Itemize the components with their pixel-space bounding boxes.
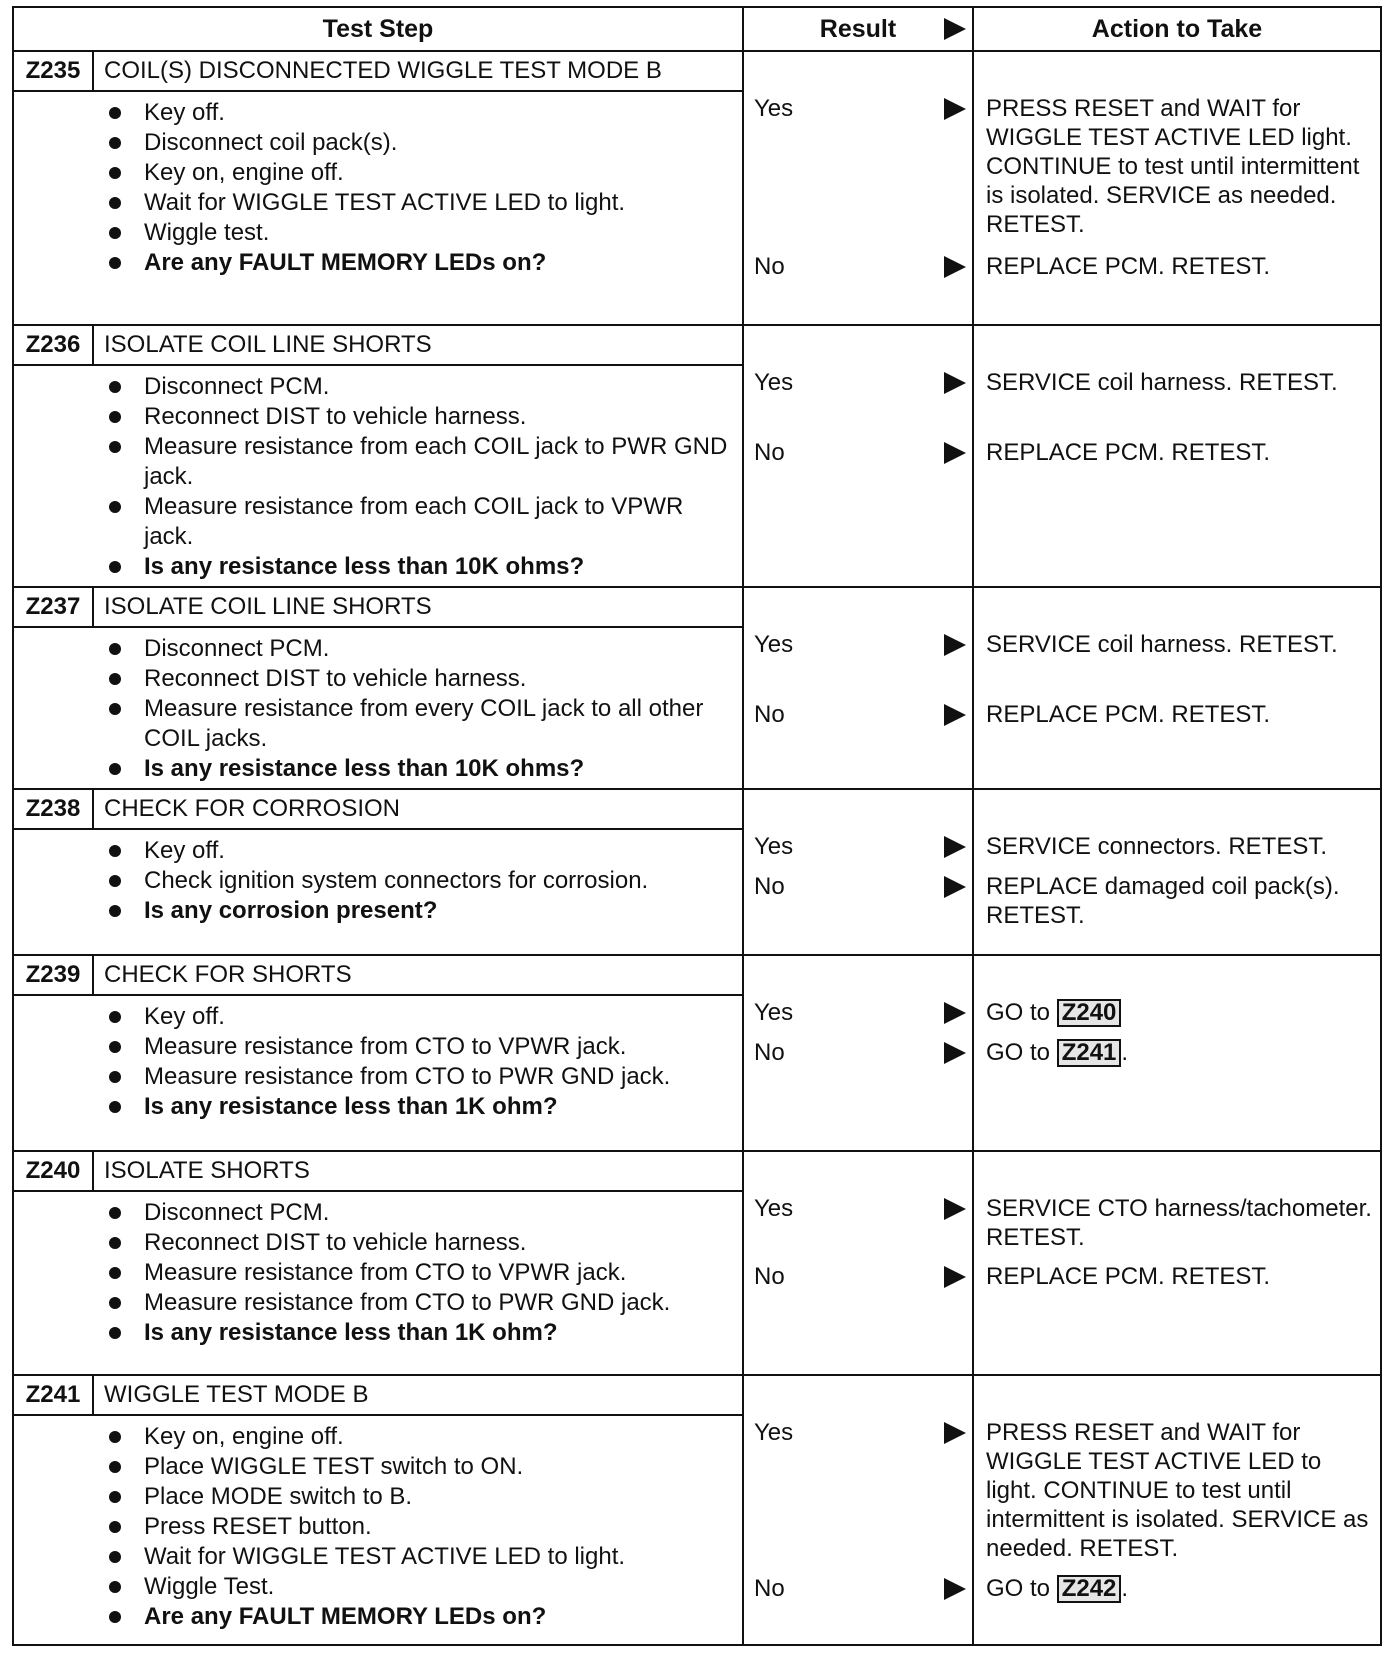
action-cell — [973, 51, 1381, 325]
step-cell — [13, 789, 743, 955]
arrow-icon — [944, 256, 966, 278]
action-no: REPLACE PCM. RETEST. — [986, 253, 1271, 280]
step-cell — [13, 587, 743, 789]
result-cell — [743, 325, 973, 587]
action-yes: SERVICE connectors. RETEST. — [986, 833, 1328, 860]
action-cell — [973, 325, 1381, 587]
action-no — [986, 1038, 1372, 1067]
arrow-icon — [944, 1002, 966, 1024]
header-result-label: Result — [819, 14, 897, 43]
bullet-question: Is any resistance less than 10K ohms? — [14, 754, 742, 784]
header-action: Action to Take — [973, 7, 1381, 51]
result-no-label: No — [754, 701, 785, 728]
step-cell — [13, 955, 743, 1151]
result-cell — [743, 51, 973, 325]
bullet-item: Key off. — [14, 98, 742, 128]
step-bullets — [14, 1422, 742, 1636]
bullet-item: Disconnect coil pack(s). — [14, 128, 742, 158]
step-bullets — [14, 98, 742, 282]
bullet-item: Measure resistance from CTO to VPWR jack. — [14, 1032, 742, 1062]
step-cell — [13, 51, 743, 325]
action-suffix: . — [1121, 1039, 1129, 1066]
step-z236 — [13, 325, 1381, 587]
arrow-icon — [944, 634, 966, 656]
step-title: COIL(S) DISCONNECTED WIGGLE TEST MODE B — [104, 57, 662, 84]
bullet-item: Place MODE switch to B. — [14, 1482, 742, 1512]
bullet-item: Measure resistance from CTO to VPWR jack. — [14, 1258, 742, 1288]
result-no — [754, 438, 785, 468]
step-cell — [13, 1151, 743, 1375]
result-yes — [754, 1194, 793, 1224]
step-cell — [13, 325, 743, 587]
step-title-bar — [14, 1376, 742, 1416]
arrow-icon — [944, 704, 966, 726]
bullet-item: Measure resistance from CTO to PWR GND jack. — [14, 1062, 742, 1092]
step-bullets — [14, 1198, 742, 1352]
bullet-item: Reconnect DIST to vehicle harness. — [14, 664, 742, 694]
table-row — [13, 325, 1381, 587]
bullet-item: Press RESET button. — [14, 1512, 742, 1542]
arrow-icon — [944, 1198, 966, 1220]
bullet-question: Are any FAULT MEMORY LEDs on? — [14, 1602, 742, 1632]
result-no — [754, 1038, 785, 1068]
arrow-icon — [944, 18, 966, 40]
action-yes — [986, 998, 1372, 1027]
result-no-label: No — [754, 1039, 785, 1066]
result-no — [754, 872, 785, 902]
goto-z240-link[interactable]: Z240 — [1057, 999, 1122, 1027]
result-no — [754, 700, 785, 730]
bullet-item: Measure resistance from each COIL jack to VPWR jack. — [14, 492, 742, 552]
arrow-icon — [944, 1266, 966, 1288]
result-yes-label: Yes — [754, 369, 794, 396]
bullet-question: Is any resistance less than 1K ohm? — [14, 1092, 742, 1122]
result-no-label: No — [754, 1575, 785, 1602]
result-yes — [754, 832, 793, 862]
result-cell — [743, 1375, 973, 1645]
step-title-bar — [14, 326, 742, 366]
arrow-icon — [944, 372, 966, 394]
action-no: REPLACE PCM. RETEST. — [986, 1263, 1271, 1290]
arrow-icon — [944, 1042, 966, 1064]
header-result — [743, 7, 973, 51]
result-cell — [743, 1151, 973, 1375]
bullet-item: Key off. — [14, 1002, 742, 1032]
step-z235 — [13, 51, 1381, 325]
arrow-icon — [944, 836, 966, 858]
result-no — [754, 1262, 785, 1292]
bullet-item: Measure resistance from every COIL jack to all other COIL jacks. — [14, 694, 742, 754]
step-id: Z236 — [14, 326, 94, 364]
action-cell — [973, 1375, 1381, 1645]
bullet-item: Disconnect PCM. — [14, 1198, 742, 1228]
step-z238 — [13, 789, 1381, 955]
bullet-item: Place WIGGLE TEST switch to ON. — [14, 1452, 742, 1482]
step-title: CHECK FOR CORROSION — [104, 795, 401, 822]
result-yes — [754, 630, 793, 660]
bullet-item: Measure resistance from each COIL jack to PWR GND jack. — [14, 432, 742, 492]
bullet-item: Key on, engine off. — [14, 1422, 742, 1452]
action-prefix: GO to — [986, 999, 1051, 1026]
bullet-item: Reconnect DIST to vehicle harness. — [14, 402, 742, 432]
bullet-item: Measure resistance from CTO to PWR GND jack. — [14, 1288, 742, 1318]
result-cell — [743, 955, 973, 1151]
step-title: ISOLATE COIL LINE SHORTS — [104, 331, 432, 358]
step-title: ISOLATE COIL LINE SHORTS — [104, 593, 432, 620]
step-id: Z237 — [14, 588, 94, 626]
bullet-question: Is any corrosion present? — [14, 896, 742, 926]
step-title-bar — [14, 956, 742, 996]
bullet-item: Wait for WIGGLE TEST ACTIVE LED to light. — [14, 1542, 742, 1572]
table-header-row — [13, 7, 1381, 51]
action-no: REPLACE PCM. RETEST. — [986, 701, 1271, 728]
action-cell — [973, 587, 1381, 789]
arrow-icon — [944, 876, 966, 898]
goto-z241-link[interactable]: Z241 — [1057, 1039, 1122, 1067]
table-row — [13, 587, 1381, 789]
table-row — [13, 1151, 1381, 1375]
step-bullets — [14, 634, 742, 788]
table-row — [13, 955, 1381, 1151]
result-yes-label: Yes — [754, 95, 794, 122]
action-yes: PRESS RESET and WAIT for WIGGLE TEST ACTIVE LED light. CONTINUE to test until intermittent is isolated. SERVICE as needed. RETEST. — [986, 95, 1360, 238]
result-no — [754, 252, 785, 282]
step-title-bar — [14, 588, 742, 628]
action-prefix: GO to — [986, 1039, 1051, 1066]
arrow-icon — [944, 1578, 966, 1600]
table-row — [13, 1375, 1381, 1645]
action-yes: SERVICE CTO harness/tachometer. RETEST. — [986, 1195, 1372, 1251]
action-no — [986, 1574, 1372, 1603]
bullet-item: Key off. — [14, 836, 742, 866]
diagnostic-table — [12, 6, 1382, 1646]
step-title-bar — [14, 1152, 742, 1192]
result-cell — [743, 789, 973, 955]
result-yes — [754, 1418, 793, 1448]
step-z239 — [13, 955, 1381, 1151]
result-yes-label: Yes — [754, 999, 794, 1026]
step-title: WIGGLE TEST MODE B — [104, 1381, 369, 1408]
bullet-question: Is any resistance less than 1K ohm? — [14, 1318, 742, 1348]
result-no-label: No — [754, 1263, 785, 1290]
action-yes: SERVICE coil harness. RETEST. — [986, 369, 1338, 396]
step-z240 — [13, 1151, 1381, 1375]
bullet-item: Disconnect PCM. — [14, 372, 742, 402]
step-id: Z238 — [14, 790, 94, 828]
result-no-label: No — [754, 253, 785, 280]
step-z237 — [13, 587, 1381, 789]
action-no: REPLACE damaged coil pack(s). RETEST. — [986, 873, 1340, 929]
result-yes — [754, 368, 793, 398]
step-z241 — [13, 1375, 1381, 1645]
action-cell — [973, 789, 1381, 955]
step-id: Z239 — [14, 956, 94, 994]
arrow-icon — [944, 98, 966, 120]
step-title: CHECK FOR SHORTS — [104, 961, 352, 988]
step-bullets — [14, 836, 742, 930]
step-title-bar — [14, 790, 742, 830]
result-yes-label: Yes — [754, 1195, 794, 1222]
result-yes — [754, 94, 793, 124]
result-cell — [743, 587, 973, 789]
table-row — [13, 51, 1381, 325]
header-test-step: Test Step — [13, 7, 743, 51]
result-no — [754, 1574, 785, 1604]
action-yes: PRESS RESET and WAIT for WIGGLE TEST ACTIVE LED to light. CONTINUE to test until intermittent is isolated. SERVICE as needed. RETEST. — [986, 1419, 1369, 1562]
result-yes — [754, 998, 793, 1028]
step-bullets — [14, 372, 742, 586]
result-yes-label: Yes — [754, 833, 794, 860]
action-suffix: . — [1121, 1575, 1129, 1602]
result-yes-label: Yes — [754, 631, 794, 658]
step-title: ISOLATE SHORTS — [104, 1157, 310, 1184]
bullet-question: Is any resistance less than 10K ohms? — [14, 552, 742, 582]
bullet-item: Wiggle test. — [14, 218, 742, 248]
bullet-item: Disconnect PCM. — [14, 634, 742, 664]
action-prefix: GO to — [986, 1575, 1051, 1602]
step-bullets — [14, 1002, 742, 1126]
step-cell — [13, 1375, 743, 1645]
step-id: Z240 — [14, 1152, 94, 1190]
bullet-item: Reconnect DIST to vehicle harness. — [14, 1228, 742, 1258]
action-cell — [973, 1151, 1381, 1375]
result-yes-label: Yes — [754, 1419, 794, 1446]
step-title-bar — [14, 52, 742, 92]
bullet-item: Key on, engine off. — [14, 158, 742, 188]
arrow-icon — [944, 442, 966, 464]
result-no-label: No — [754, 439, 785, 466]
table-row — [13, 789, 1381, 955]
action-no: REPLACE PCM. RETEST. — [986, 439, 1271, 466]
bullet-item: Wait for WIGGLE TEST ACTIVE LED to light. — [14, 188, 742, 218]
action-yes: SERVICE coil harness. RETEST. — [986, 631, 1338, 658]
action-cell — [973, 955, 1381, 1151]
arrow-icon — [944, 1422, 966, 1444]
step-id: Z241 — [14, 1376, 94, 1414]
step-id: Z235 — [14, 52, 94, 90]
result-no-label: No — [754, 873, 785, 900]
goto-z242-link[interactable]: Z242 — [1057, 1575, 1122, 1603]
bullet-item: Wiggle Test. — [14, 1572, 742, 1602]
bullet-question: Are any FAULT MEMORY LEDs on? — [14, 248, 742, 278]
bullet-item: Check ignition system connectors for corrosion. — [14, 866, 742, 896]
